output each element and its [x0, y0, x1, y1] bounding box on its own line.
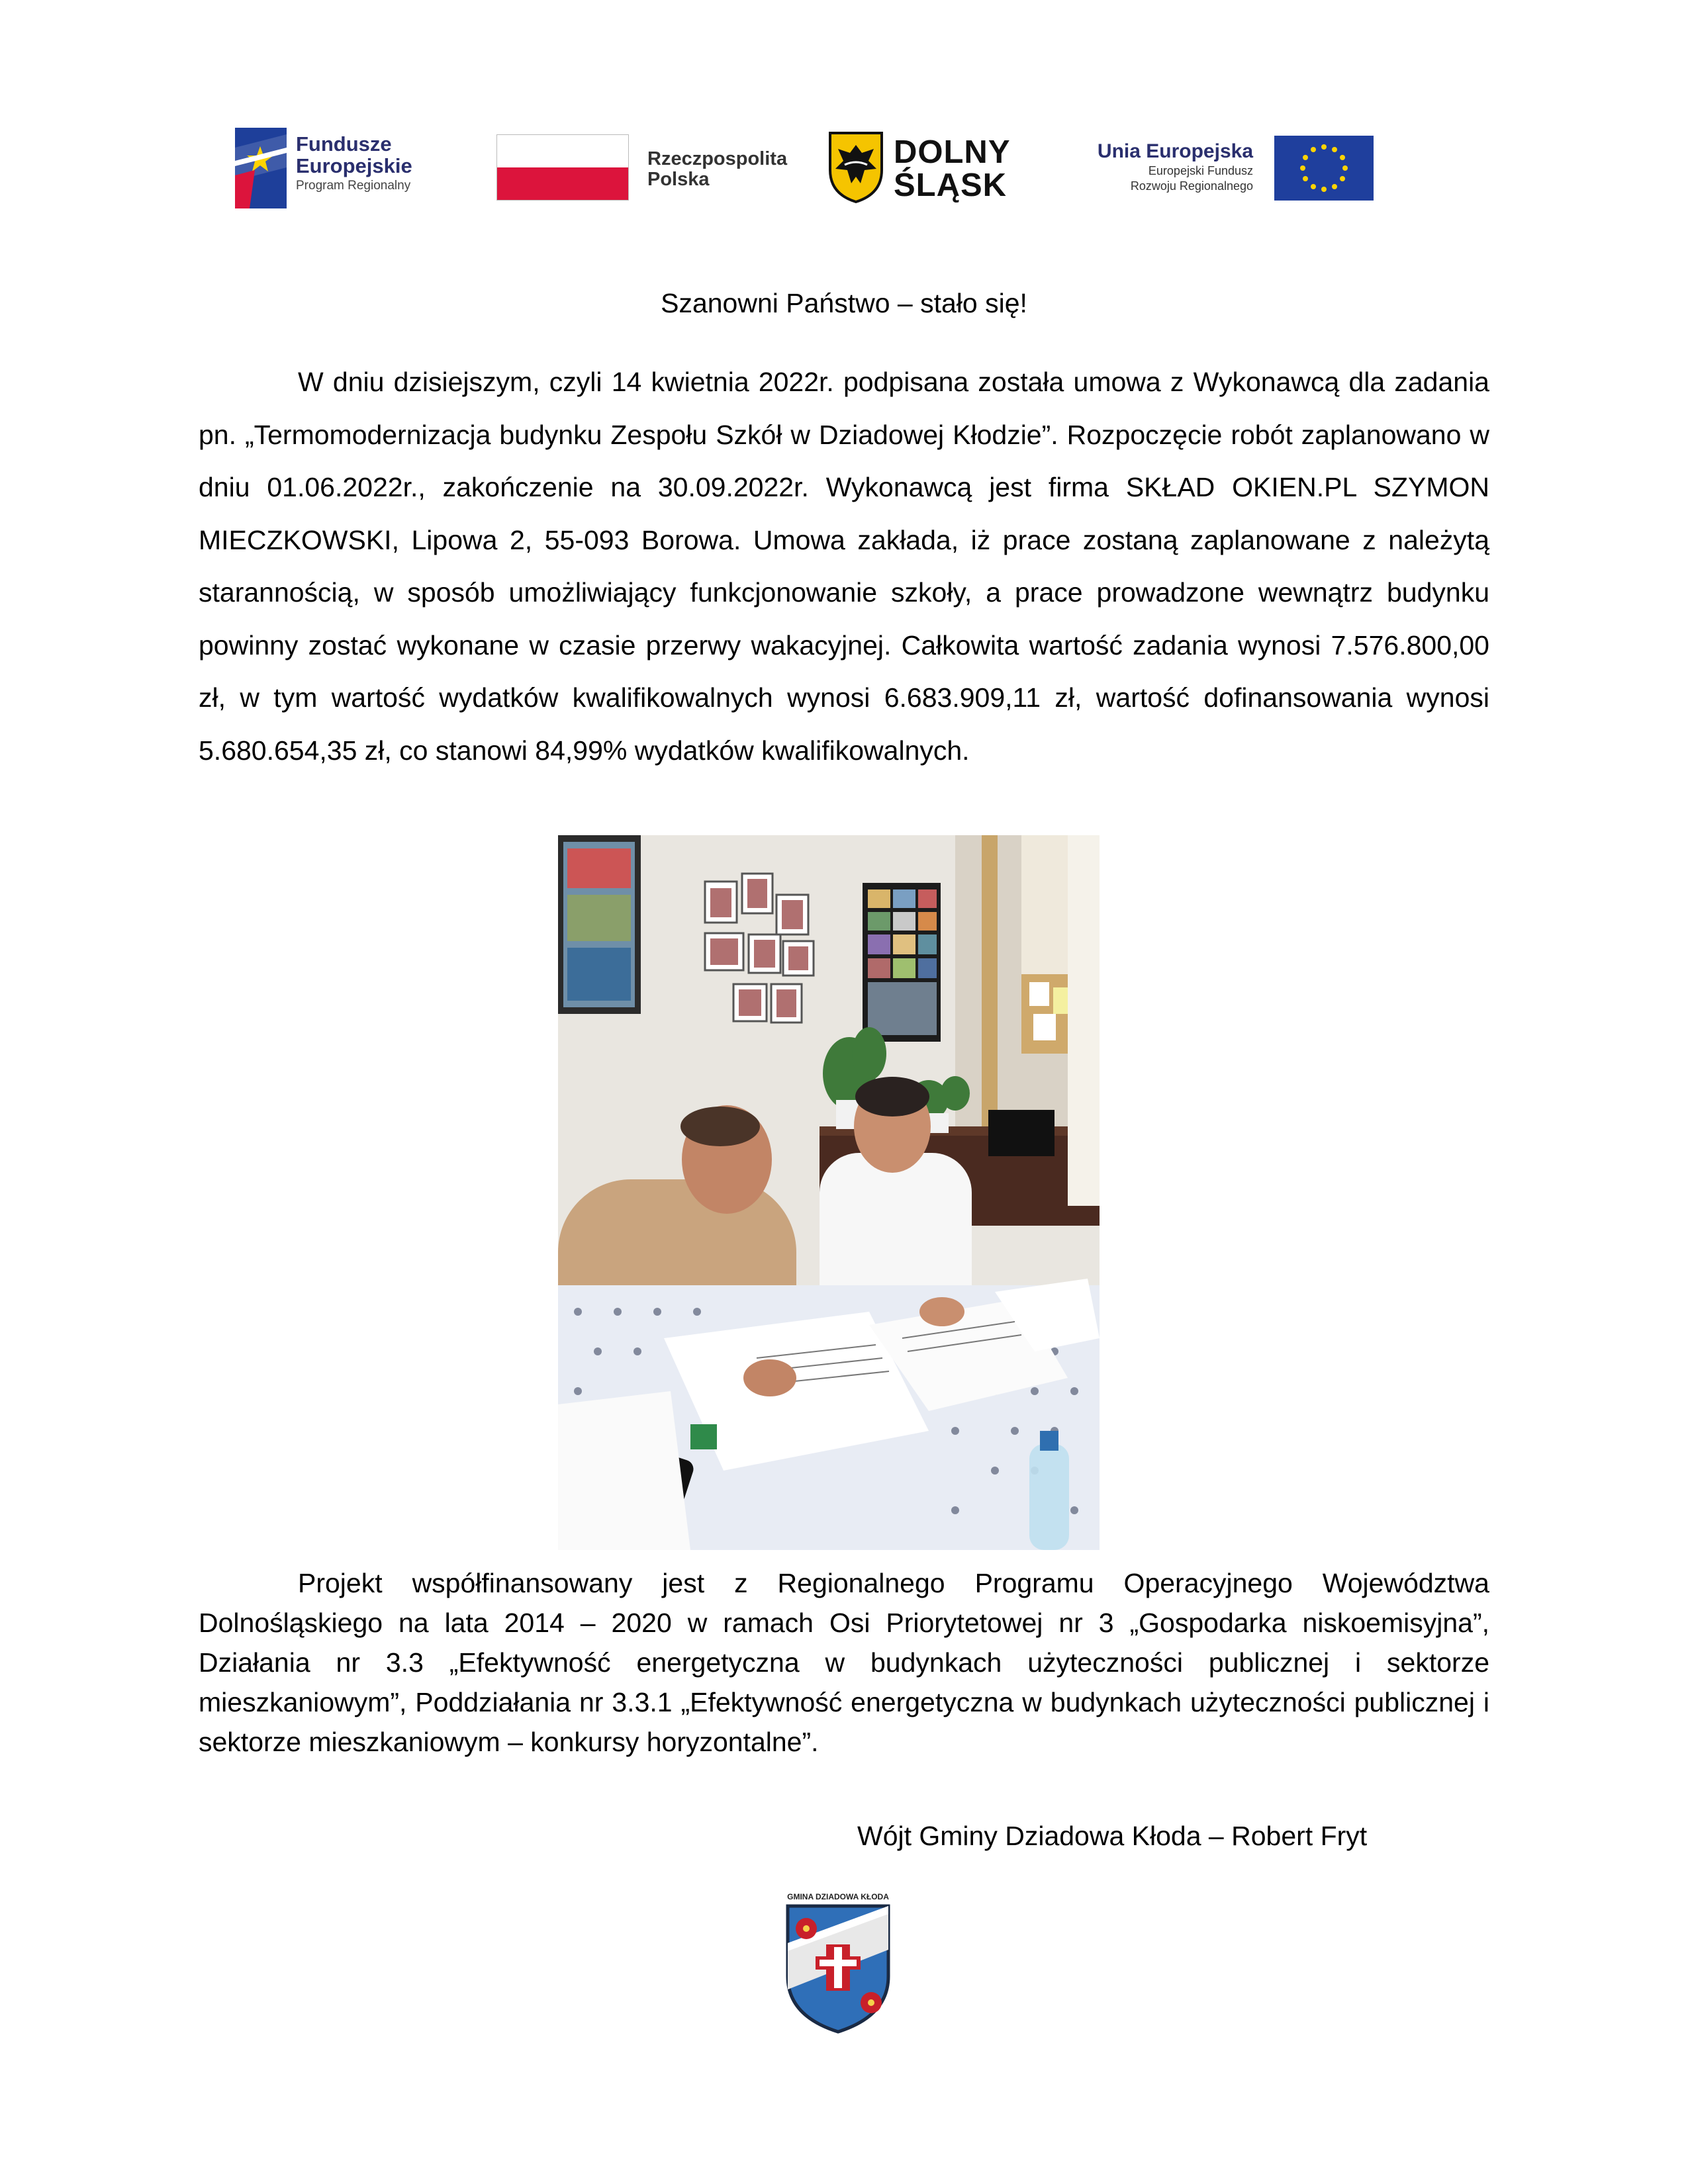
fundusze-line2: Europejskie [296, 154, 412, 177]
signature: Wójt Gminy Dziadowa Kłoda – Robert Fryt [857, 1821, 1368, 1851]
dolny-slask-line1: DOLNY [894, 134, 1011, 170]
fundusze-europejskie-icon [235, 128, 287, 208]
dolny-slask-logo [827, 122, 1033, 215]
logo-bar [235, 122, 1374, 215]
gmina-coat-of-arms-icon [785, 1903, 891, 2034]
rzeczpospolita-line2: Polska [647, 169, 710, 190]
paragraph-funding: Projekt współfinansowany jest z Regionalnego Programu Operacyjnego Województwa Dolnośląskiego na lata 2014 – 2020 w ramach Osi Priorytetowej nr 3 „Gospodarka niskoemisyjna”, Działania nr 3.3 „Efektywność energetyczna w budynkach użyteczności publicznej i sektorze mieszkaniowym”, Poddziałania nr 3.3.1 „Efektywność energetyczna w budynkach użyteczności publicznej i sektorze mieszkaniowym – konkursy horyzontalne”. [199, 1568, 1489, 1757]
unia-line2: Europejski Fundusz [1148, 164, 1253, 177]
unia-line3: Rozwoju Regionalnego [1130, 179, 1253, 193]
dolny-slask-line2: ŚLĄSK [894, 167, 1008, 203]
unia-line1: Unia Europejska [1097, 140, 1253, 162]
crest-label: GMINA DZIADOWA KŁODA [787, 1892, 889, 1901]
dolny-slask-eagle-icon [827, 130, 884, 203]
polish-flag-icon [496, 134, 629, 201]
fundusze-line1: Fundusze [296, 132, 392, 156]
rzeczpospolita-polska-logo [496, 122, 788, 215]
unia-europejska-logo [1079, 122, 1374, 215]
eu-flag-icon [1274, 136, 1374, 201]
greeting: Szanowni Państwo – stało się! [661, 288, 1027, 318]
rzeczpospolita-line1: Rzeczpospolita [647, 148, 788, 169]
fundusze-europejskie-logo [235, 122, 453, 215]
fundusze-line3: Program Regionalny [296, 179, 411, 193]
contract-signing-photo [558, 835, 1100, 1550]
gmina-crest [781, 1891, 895, 2034]
paragraph-contract: W dniu dzisiejszym, czyli 14 kwietnia 2022r. podpisana została umowa z Wykonawcą dla zadania pn. „Termomodernizacja budynku Zespołu Szkół w Dziadowej Kłodzie”. Rozpoczęcie robót zaplanowano w dniu 01.06.2022r., zakończenie na 30.09.2022r. Wykonawcą jest firma SKŁAD OKIEN.PL SZYMON MIECZKOWSKI, Lipowa 2, 55-093 Borowa. Umowa zakłada, iż prace zostaną zaplanowane z należytą starannością, w sposób umożliwiający funkcjonowanie szkoły, a prace prowadzone wewnątrz budynku powinny zostać wykonane w czasie przerwy wakacyjnej. Całkowita wartość zadania wynosi 7.576.800,00 zł, w tym wartość wydatków kwalifikowalnych wynosi 6.683.909,11 zł, wartość dofinansowania wynosi 5.680.654,35 zł, co stanowi 84,99% wydatków kwalifikowalnych. [199, 367, 1489, 766]
